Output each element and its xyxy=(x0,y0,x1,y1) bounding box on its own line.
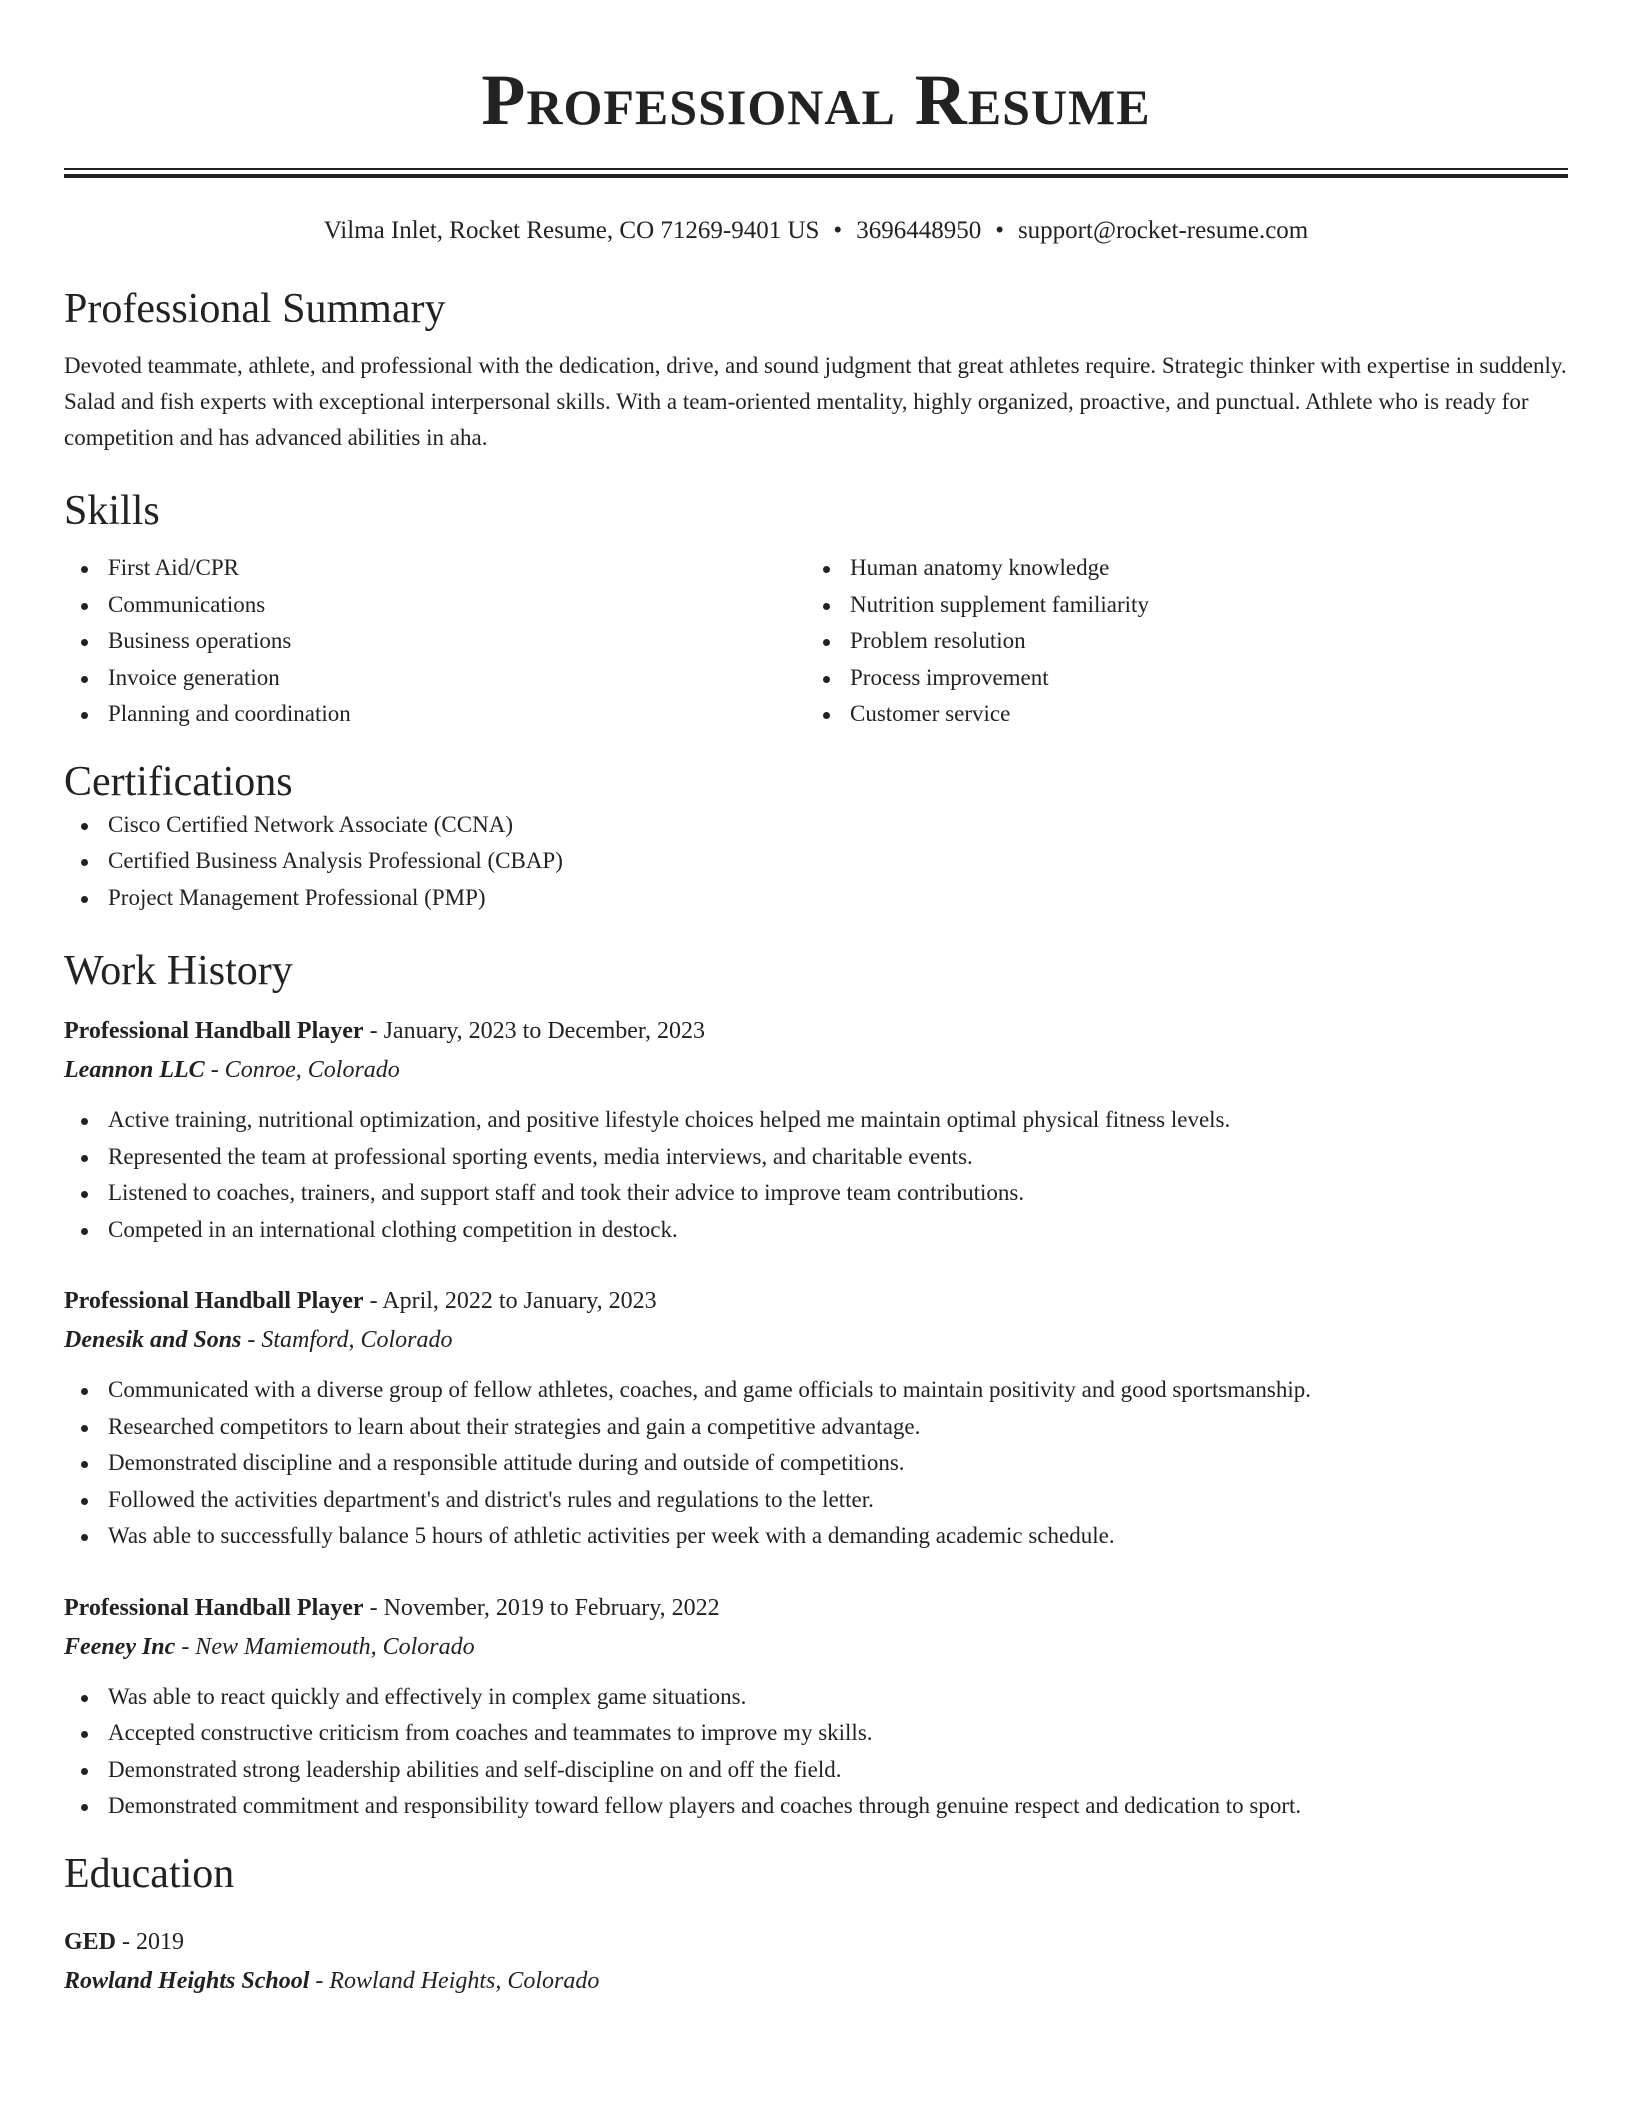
resume-page xyxy=(64,0,1568,2001)
company-line xyxy=(64,1050,1568,1090)
skills-section xyxy=(64,486,1568,733)
summary-heading: Professional Summary xyxy=(64,286,446,332)
job-bullets xyxy=(64,1679,1568,1825)
job-bullet: Competed in an international clothing competition in destock. xyxy=(64,1212,1568,1249)
certifications-list xyxy=(64,807,1568,917)
skill-item: Invoice generation xyxy=(64,660,806,697)
summary-section xyxy=(64,284,1568,456)
skills-right-list xyxy=(806,550,1548,733)
job-dates: - November, 2019 to February, 2022 xyxy=(363,1594,720,1621)
work-history-section xyxy=(64,946,1568,1825)
education-entry xyxy=(64,1923,1568,2001)
job-entry xyxy=(64,1282,1568,1555)
school-name: Rowland Heights School xyxy=(64,1967,310,1994)
skill-item: First Aid/CPR xyxy=(64,550,806,587)
job-bullet: Followed the activities department's and district's rules and regulations to the letter. xyxy=(64,1482,1568,1519)
skill-item: Problem resolution xyxy=(806,623,1548,660)
job-bullet: Listened to coaches, trainers, and support staff and took their advice to improve team contributions. xyxy=(64,1175,1568,1212)
company-line xyxy=(64,1627,1568,1667)
certification-item: Certified Business Analysis Professional (CBAP) xyxy=(64,843,1568,880)
job-title-line xyxy=(64,1589,1568,1627)
education-heading: Education xyxy=(64,1850,235,1897)
job-title-line xyxy=(64,1282,1568,1320)
skill-item: Nutrition supplement familiarity xyxy=(806,587,1548,624)
work-history-heading: Work History xyxy=(64,948,293,994)
skills-left-list xyxy=(64,550,806,733)
job-bullet: Was able to react quickly and effectively in complex game situations. xyxy=(64,1679,1568,1716)
job-bullet: Communicated with a diverse group of fellow athletes, coaches, and game officials to maintain positivity and good sportsmanship. xyxy=(64,1372,1568,1409)
job-dates: - January, 2023 to December, 2023 xyxy=(363,1018,705,1044)
certifications-heading: Certifications xyxy=(64,758,293,805)
skill-item: Business operations xyxy=(64,623,806,660)
job-title: Professional Handball Player xyxy=(64,1018,364,1044)
job-bullet: Demonstrated commitment and responsibility toward fellow players and coaches through genuine respect and dedication to sport. xyxy=(64,1788,1568,1825)
contact-email: support@rocket-resume.com xyxy=(1017,217,1309,244)
education-section xyxy=(64,1849,1568,2001)
certification-item: Cisco Certified Network Associate (CCNA) xyxy=(64,807,1568,844)
company-name: Leannon LLC xyxy=(64,1057,205,1083)
job-title: Professional Handball Player xyxy=(64,1594,364,1621)
contact-address: Vilma Inlet, Rocket Resume, CO 71269-9401 US xyxy=(323,217,820,244)
bullet-separator: • xyxy=(833,217,843,244)
skill-item: Communications xyxy=(64,587,806,624)
contact-phone: 3696448950 xyxy=(856,217,982,244)
job-bullet: Represented the team at professional sporting events, media interviews, and charitable events. xyxy=(64,1139,1568,1176)
job-bullet: Demonstrated strong leadership abilities and self-discipline on and off the field. xyxy=(64,1752,1568,1789)
company-location: - New Mamiemouth, Colorado xyxy=(175,1633,475,1660)
job-dates: - April, 2022 to January, 2023 xyxy=(363,1288,657,1314)
skill-item: Customer service xyxy=(806,696,1548,733)
skills-heading: Skills xyxy=(64,488,160,534)
job-bullet: Researched competitors to learn about their strategies and gain a competitive advantage. xyxy=(64,1409,1568,1446)
bullet-separator: • xyxy=(995,217,1004,244)
degree-year: - 2019 xyxy=(116,1928,185,1955)
degree-name: GED xyxy=(64,1928,117,1955)
job-bullets xyxy=(64,1372,1568,1555)
skills-columns xyxy=(64,550,1568,733)
company-location: - Stamford, Colorado xyxy=(241,1327,453,1353)
school-location: - Rowland Heights, Colorado xyxy=(309,1967,600,1994)
certification-item: Project Management Professional (PMP) xyxy=(64,880,1568,917)
certifications-section xyxy=(64,757,1568,917)
degree-line xyxy=(64,1923,1568,1961)
job-bullet: Active training, nutritional optimization, and positive lifestyle choices helped me maintain optimal physical fitness levels. xyxy=(64,1102,1568,1139)
company-location: - Conroe, Colorado xyxy=(204,1057,400,1083)
company-name: Feeney Inc xyxy=(64,1633,176,1660)
resume-title: Professional Resume xyxy=(481,60,1151,140)
job-bullet: Was able to successfully balance 5 hours of athletic activities per week with a demanding academic schedule. xyxy=(64,1518,1568,1555)
job-title: Professional Handball Player xyxy=(64,1288,364,1314)
job-bullet: Accepted constructive criticism from coaches and teammates to improve my skills. xyxy=(64,1715,1568,1752)
contact-line xyxy=(64,214,1568,248)
company-name: Denesik and Sons xyxy=(64,1327,242,1353)
summary-text: Devoted teammate, athlete, and professional with the dedication, drive, and sound judgment that great athletes require. Strategic thinker with expertise in suddenly. Salad and fish experts with exceptional interpersonal skills. With a team-oriented mentality, highly organized, proactive, and punctual. Athlete who is ready for competition and has advanced abilities in aha. xyxy=(64,353,1567,450)
title-double-rule xyxy=(64,168,1568,178)
job-bullet: Demonstrated discipline and a responsible attitude during and outside of competitions. xyxy=(64,1445,1568,1482)
job-bullets xyxy=(64,1102,1568,1248)
job-title-line xyxy=(64,1012,1568,1050)
job-entry xyxy=(64,1589,1568,1825)
school-line xyxy=(64,1961,1568,2001)
skill-item: Human anatomy knowledge xyxy=(806,550,1548,587)
company-line xyxy=(64,1320,1568,1360)
skill-item: Planning and coordination xyxy=(64,696,806,733)
job-entry xyxy=(64,1012,1568,1248)
skill-item: Process improvement xyxy=(806,660,1548,697)
